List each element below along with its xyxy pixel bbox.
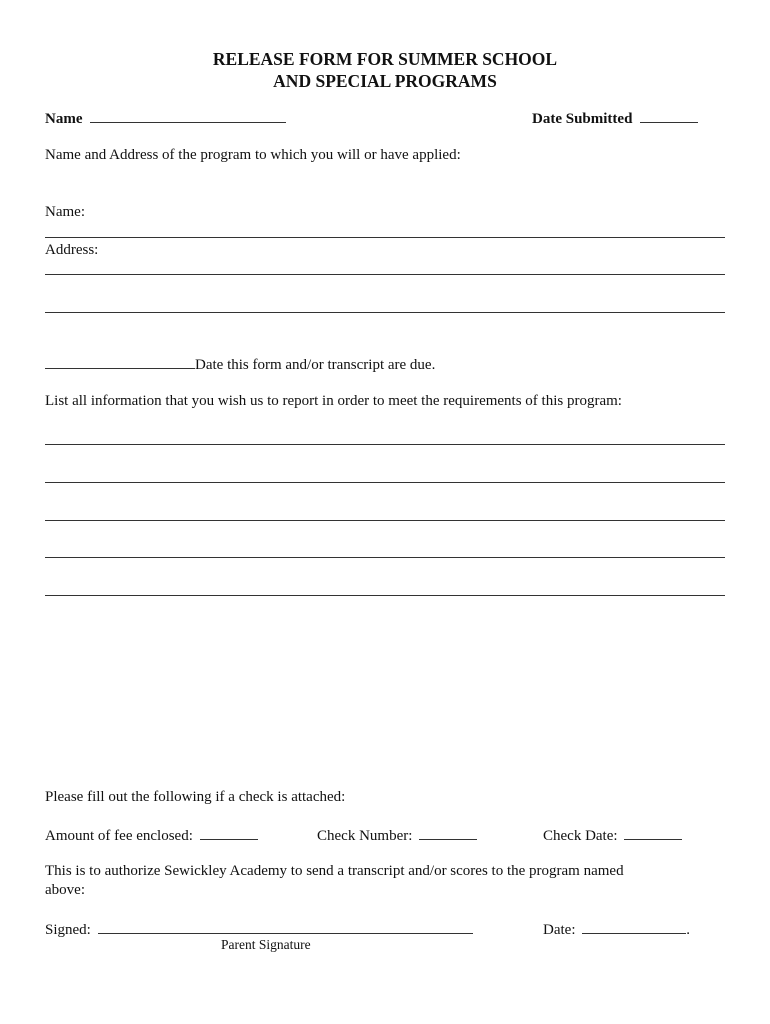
name-blank[interactable] (90, 108, 286, 123)
program-address-label: Address: (45, 242, 99, 258)
authorization-line-2: above: (45, 882, 85, 898)
due-date-text: Date this form and/or transcript are due. (195, 357, 436, 373)
form-title-line-2: AND SPECIAL PROGRAMS (273, 71, 497, 91)
due-date-row (45, 354, 435, 374)
due-date-blank[interactable] (45, 354, 195, 369)
signature-date-blank[interactable] (582, 919, 686, 934)
signed-label: Signed: (45, 922, 91, 938)
check-date-blank[interactable] (624, 825, 682, 840)
check-date-row (543, 825, 682, 845)
fee-amount-row (45, 825, 258, 845)
program-name-label: Name: (45, 204, 85, 220)
parent-signature-caption: Parent Signature (221, 937, 311, 952)
program-name-line[interactable] (45, 237, 725, 238)
check-number-blank[interactable] (419, 825, 477, 840)
report-info-prompt: List all information that you wish us to report in order to meet the requirements of this program: (45, 393, 622, 409)
check-number-label: Check Number: (317, 828, 413, 844)
report-info-line-1[interactable] (45, 444, 725, 445)
program-intro: Name and Address of the program to which you will or have applied: (45, 147, 461, 163)
check-number-row (317, 825, 477, 845)
date-submitted-label: Date Submitted (532, 111, 633, 127)
name-label: Name (45, 111, 83, 127)
fee-amount-blank[interactable] (200, 825, 258, 840)
form-title-line-1: RELEASE FORM FOR SUMMER SCHOOL (212, 49, 558, 69)
fee-amount-label: Amount of fee enclosed: (45, 828, 193, 844)
date-submitted-blank[interactable] (640, 108, 698, 123)
report-info-line-2[interactable] (45, 482, 725, 483)
program-address-line-1[interactable] (45, 274, 725, 275)
signature-date-suffix: . (686, 922, 690, 938)
authorization-line-1: This is to authorize Sewickley Academy to send a transcript and/or scores to the program named (45, 863, 624, 879)
signature-date-row (543, 919, 690, 939)
report-info-line-3[interactable] (45, 520, 725, 521)
signature-date-label: Date: (543, 922, 576, 938)
program-address-line-2[interactable] (45, 312, 725, 313)
check-prompt: Please fill out the following if a check is attached: (45, 789, 346, 805)
report-info-line-4[interactable] (45, 557, 725, 558)
signature-row (45, 919, 473, 939)
name-field-row (45, 108, 286, 128)
check-date-label: Check Date: (543, 828, 618, 844)
report-info-line-5[interactable] (45, 595, 725, 596)
date-submitted-row (532, 108, 698, 128)
signature-blank[interactable] (98, 919, 473, 934)
